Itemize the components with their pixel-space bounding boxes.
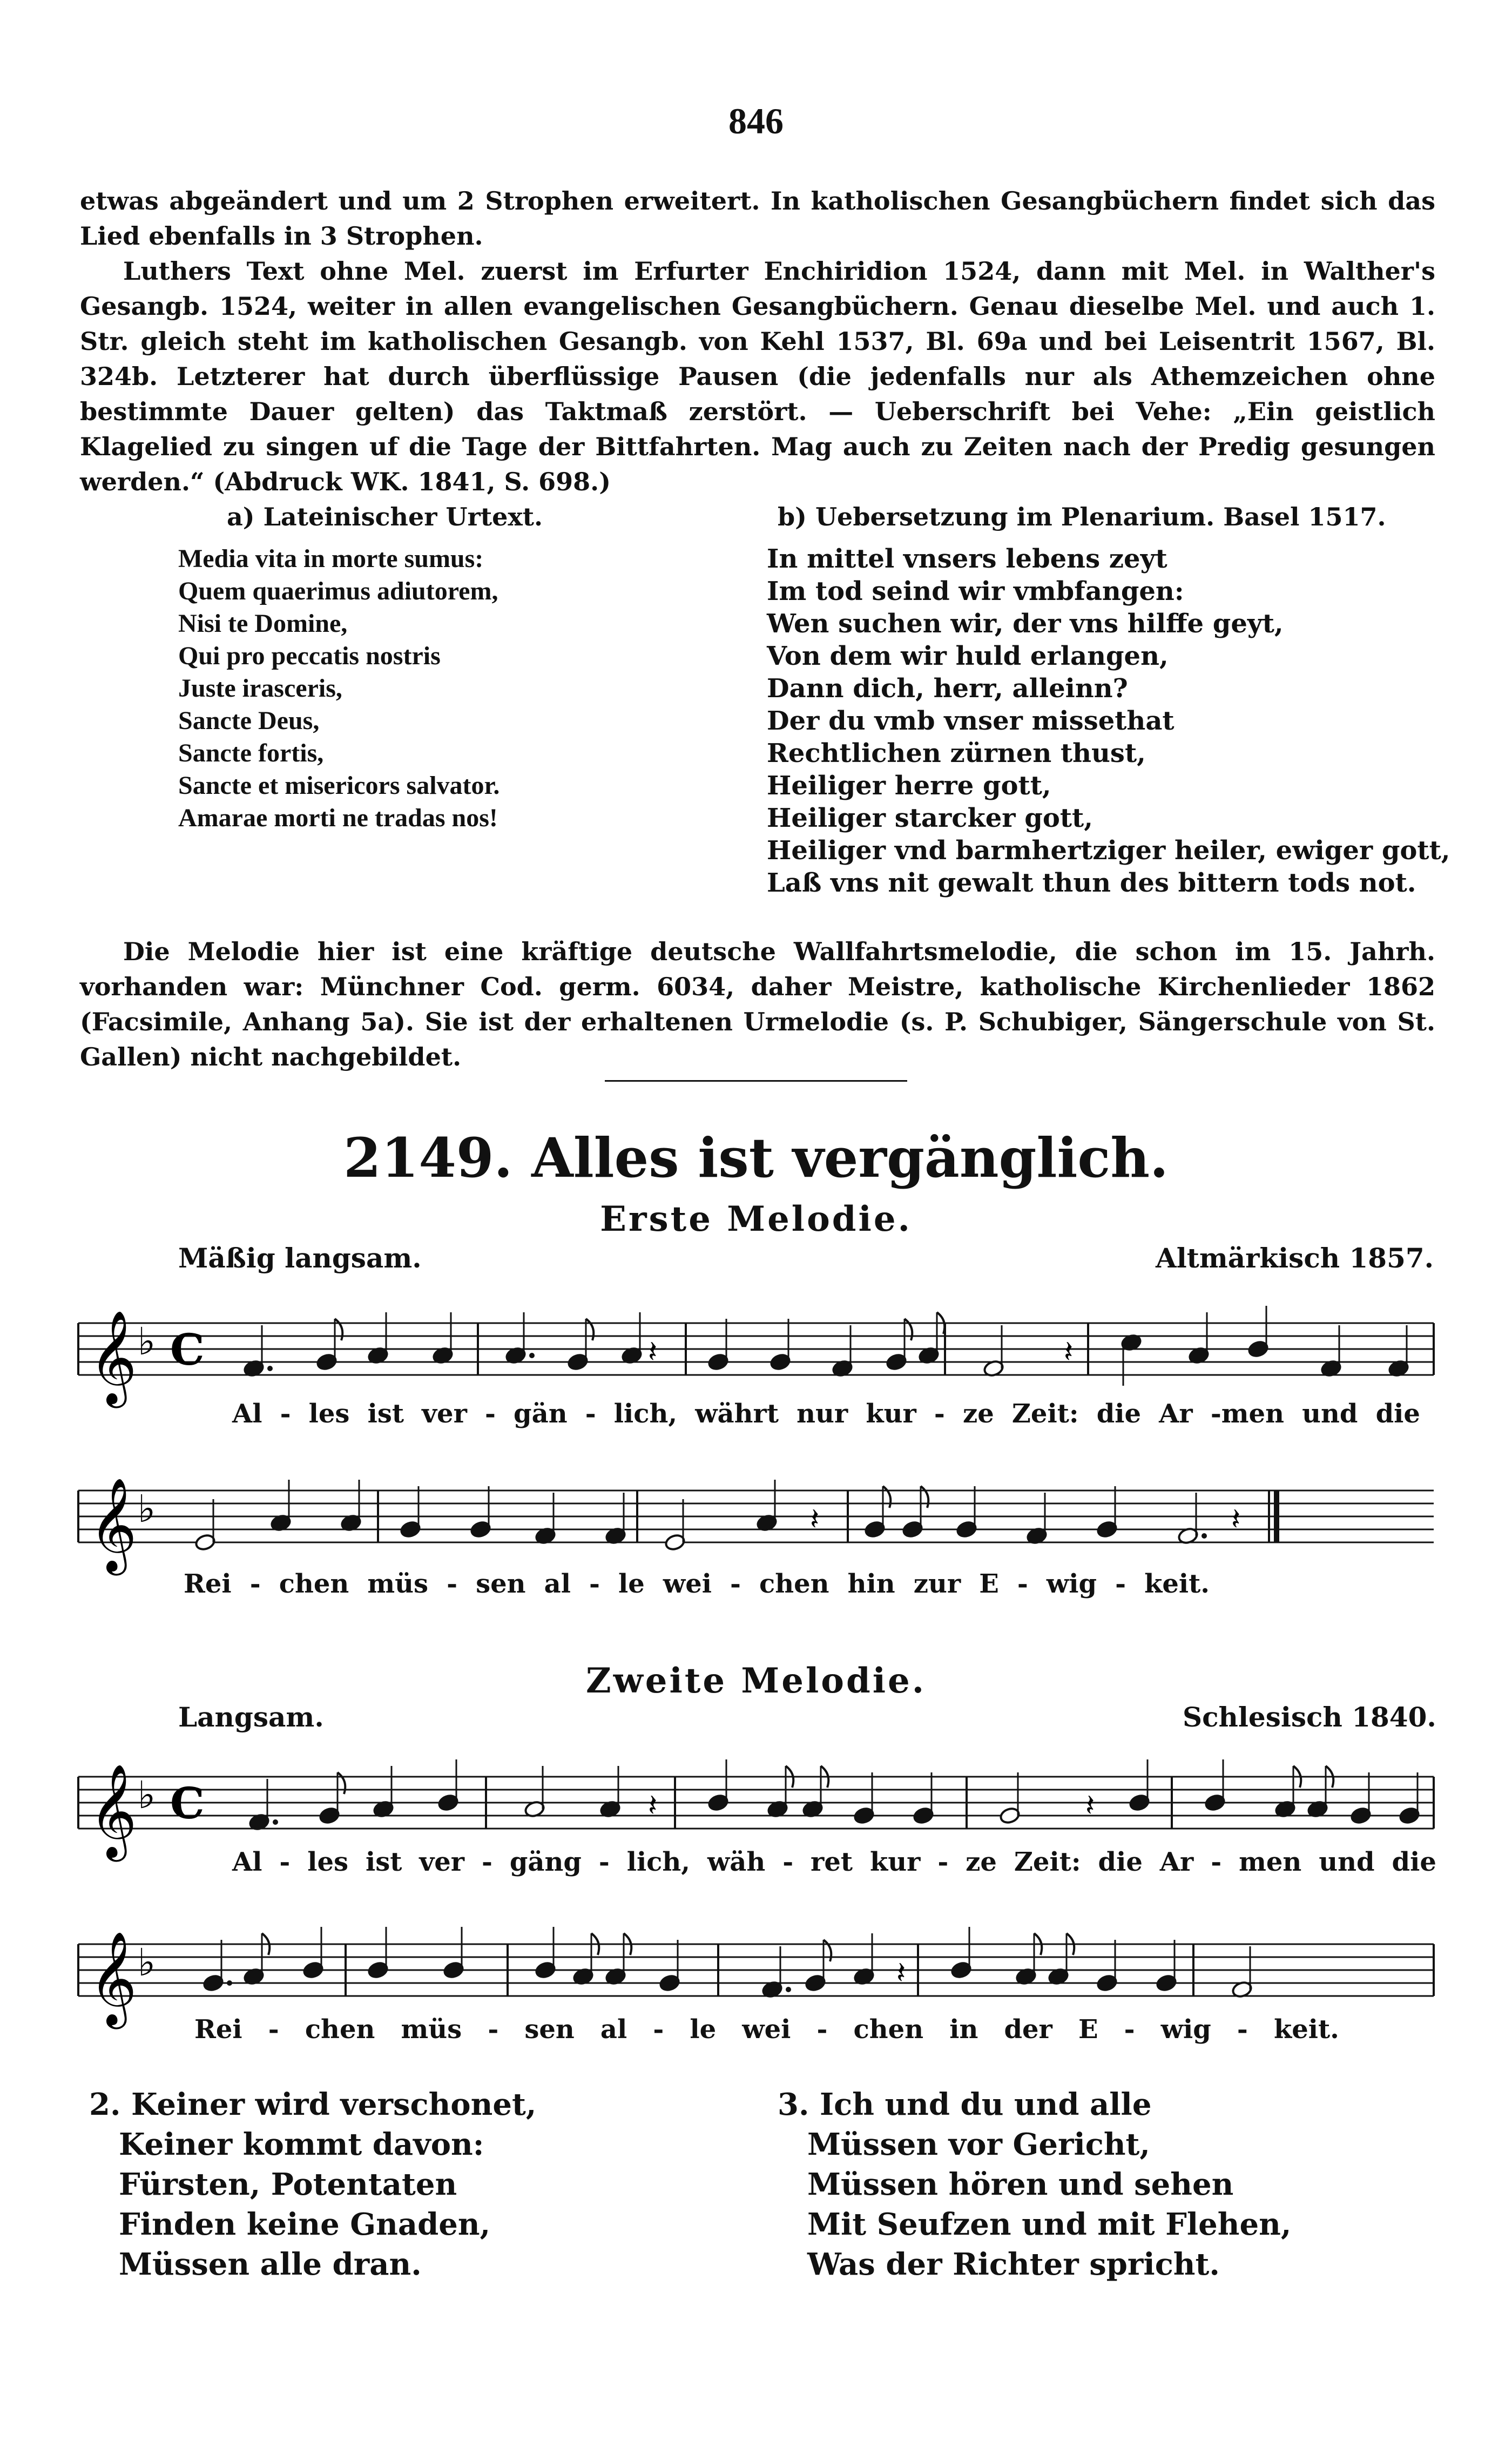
- lyric-syllable: -: [585, 1399, 596, 1429]
- verse-line: Wen suchen wir, der vns hilffe geyt,: [767, 609, 1284, 639]
- stanza-line: Keiner kommt davon:: [119, 2127, 484, 2162]
- lyric-syllable: wei: [742, 2014, 791, 2045]
- lyric-syllable: ist: [365, 1847, 402, 1877]
- lyric-syllable: -: [447, 1569, 458, 1599]
- note-dot: [1202, 1533, 1207, 1539]
- lyric-syllable: zur: [913, 1569, 961, 1599]
- lyric-syllable: der: [1004, 2014, 1052, 2045]
- quarter-rest-icon: 𝄽: [896, 1955, 906, 1991]
- lyric-syllable: gäng: [509, 1847, 582, 1877]
- stanza-line: Mit Seufzen und mit Flehen,: [807, 2207, 1292, 2242]
- melody2-source: Schlesisch 1840.: [1183, 1701, 1436, 1733]
- verse-line: Sancte fortis,: [178, 739, 324, 767]
- verse-line: Von dem wir huld erlangen,: [767, 641, 1169, 671]
- quarter-rest-icon: 𝄽: [648, 1788, 658, 1823]
- flat-icon: ♭: [138, 1940, 156, 1985]
- melody-note: Die Melodie hier ist eine kräftige deutsche Wallfahrtsmelodie, die schon im 15. Jahrh. vorhanden war: Münchner Cod. germ. 6034, daher Meistre, katholische Kirchenlieder 1862 (Facsimile, Anhang 5a). Sie ist der erhaltenen Urmelodie (s. P. Schubiger, Sängerschule von St. Gallen) nicht nachgebildet.: [80, 937, 1435, 1071]
- lyric-syllable: -: [1115, 1569, 1126, 1599]
- page-number: 846: [728, 100, 784, 141]
- lyric-syllable: müs: [367, 1569, 429, 1599]
- lyric-syllable: E: [979, 1569, 999, 1599]
- note-flag: [335, 1319, 342, 1340]
- note-flag: [905, 1319, 912, 1340]
- lyric-syllable: sen: [524, 2014, 575, 2045]
- lyric-syllable: chen: [759, 1569, 829, 1599]
- intro-paragraph: Luthers Text ohne Mel. zuerst im Erfurter Enchiridion 1524, dann mit Mel. in Walther's Gesangb. 1524, weiter in allen evangelischen Gesangbüchern. Genau dieselbe Mel. und auch 1. Str. gleich steht im katholischen Gesangb. von Kehl 1537, Bl. 69a und bei Leisentrit 1567, Bl. 324b. Letzterer hat durch überflüssige Pausen (die jedenfalls nur als Athemzeichen ohne bestimmte Dauer gelten) das Taktmaß zerstört. — Ueberschrift bei Vehe: „Ein geistlich Klagelied zu singen uf die Tage der Bittfahrten. Mag auch zu Zeiten nach der Predig gesungen werden.“ (Abdruck WK. 1841, S. 698.): [80, 257, 1435, 496]
- note-dot: [273, 1819, 278, 1825]
- lyric-syllable: lich,: [626, 1847, 691, 1877]
- lyric-syllable: -: [1211, 1847, 1222, 1877]
- lyric-syllable: le: [618, 1569, 645, 1599]
- note-flag: [586, 1319, 593, 1340]
- verse-line: In mittel vnsers lebens zeyt: [767, 544, 1167, 574]
- lyric-syllable: sen: [476, 1569, 526, 1599]
- note-flag: [338, 1772, 345, 1794]
- lyric-syllable: -: [279, 1847, 291, 1877]
- song-title: 2149. Alles ist vergänglich.: [343, 1126, 1169, 1190]
- note-dot: [267, 1366, 273, 1371]
- lyric-syllable: -: [816, 2014, 828, 2045]
- stanza-line: Müssen alle dran.: [119, 2247, 422, 2282]
- lyric-syllable: kur: [869, 1847, 921, 1877]
- treble-clef-icon: 𝄞: [89, 1310, 137, 1404]
- lyric-syllable: -: [782, 1847, 794, 1877]
- verse-line: Media vita in morte sumus:: [178, 544, 484, 573]
- treble-clef-icon: 𝄞: [89, 1764, 137, 1858]
- lyric-syllable: die: [1375, 1399, 1420, 1429]
- stanza-line: Finden keine Gnaden,: [119, 2207, 491, 2242]
- latin-heading: a) Lateinischer Urtext.: [227, 502, 543, 531]
- lyric-syllable: in: [949, 2014, 978, 2045]
- lyric-syllable: wäh: [707, 1847, 766, 1877]
- lyric-syllable: -: [484, 1399, 496, 1429]
- stanza-line: Was der Richter spricht.: [807, 2247, 1220, 2282]
- lyric-syllable: Zeit:: [1011, 1399, 1079, 1429]
- lyric-syllable: keit.: [1273, 2014, 1339, 2045]
- lyric-syllable: gän: [514, 1399, 568, 1429]
- lyric-syllable: und: [1302, 1399, 1358, 1429]
- note-dot: [227, 1980, 232, 1986]
- verse-line: Sancte et misericors salvator.: [178, 771, 500, 800]
- lyric-syllable: -: [280, 1399, 291, 1429]
- verse-line: Quem quaerimus adiutorem,: [178, 577, 498, 605]
- section-divider: [605, 1080, 907, 1082]
- quarter-rest-icon: 𝄽: [1064, 1334, 1074, 1370]
- flat-icon: ♭: [138, 1487, 156, 1531]
- lyric-syllable: wig: [1046, 1569, 1097, 1599]
- verse-line: Qui pro peccatis nostris: [178, 642, 441, 670]
- quarter-rest-icon: 𝄽: [648, 1334, 658, 1370]
- lyric-syllable: -: [730, 1569, 741, 1599]
- flat-icon: ♭: [138, 1319, 156, 1364]
- lyric-syllable: die: [1098, 1847, 1143, 1877]
- lyric-syllable: ret: [811, 1847, 853, 1877]
- verse-line: Amarae morti ne tradas nos!: [178, 804, 498, 832]
- verse-line: Nisi te Domine,: [178, 609, 348, 638]
- lyric-syllable: -: [589, 1569, 600, 1599]
- lyric-syllable: Al: [232, 1847, 262, 1877]
- treble-clef-icon: 𝄞: [89, 1478, 137, 1572]
- verse-line: Heiliger vnd barmhertziger heiler, ewiger gott,: [767, 835, 1450, 866]
- stanza-line: Fürsten, Potentaten: [119, 2167, 457, 2202]
- lyric-syllable: müs: [401, 2014, 462, 2045]
- melody2-title: Zweite Melodie.: [585, 1661, 927, 1701]
- lyric-syllable: hin: [847, 1569, 895, 1599]
- note-flag: [921, 1486, 928, 1508]
- note-dot: [529, 1353, 535, 1358]
- lyric-syllable: und: [1319, 1847, 1375, 1877]
- melody2-tempo: Langsam.: [178, 1701, 324, 1733]
- common-time-icon: C: [170, 1324, 205, 1375]
- lyric-syllable: chen: [305, 2014, 375, 2045]
- verse-line: Der du vmb vnser missethat: [767, 706, 1174, 736]
- quarter-rest-icon: 𝄽: [810, 1502, 820, 1537]
- lyric-syllable: währt: [695, 1399, 779, 1429]
- lyric-syllable: wig: [1160, 2014, 1211, 2045]
- lyric-syllable: -: [937, 1847, 949, 1877]
- lyric-syllable: -: [1124, 2014, 1135, 2045]
- lyric-syllable: -: [268, 2014, 279, 2045]
- stanza-2: [89, 2085, 536, 2284]
- lyric-syllable: al: [600, 2014, 627, 2045]
- melody1-title: Erste Melodie.: [600, 1199, 912, 1239]
- lyric-syllable: E: [1078, 2014, 1098, 2045]
- quarter-rest-icon: 𝄽: [1085, 1788, 1095, 1823]
- lyric-syllable: les: [308, 1399, 350, 1429]
- lyric-syllable: keit.: [1144, 1569, 1210, 1599]
- lyrics-m2-line2: [194, 2014, 1339, 2045]
- lyric-syllable: die: [1392, 1847, 1436, 1877]
- german-heading: b) Uebersetzung im Plenarium. Basel 1517.: [778, 502, 1386, 531]
- latin-verse: [178, 543, 500, 834]
- lyric-syllable: al: [544, 1569, 571, 1599]
- melody1-source: Altmärkisch 1857.: [1156, 1242, 1434, 1274]
- lyric-syllable: Al: [232, 1399, 262, 1429]
- lyric-syllable: ist: [367, 1399, 404, 1429]
- lyric-syllable: ze: [962, 1399, 994, 1429]
- lyric-syllable: -: [249, 1569, 261, 1599]
- melody1-tempo: Mäßig langsam.: [178, 1242, 422, 1274]
- lyric-syllable: Ar: [1159, 1847, 1194, 1877]
- lyric-syllable: kur: [866, 1399, 916, 1429]
- verse-line: Laß vns nit gewalt thun des bittern tods not.: [767, 868, 1416, 898]
- lyric-syllable: -men: [1210, 1399, 1284, 1429]
- lyric-syllable: men: [1239, 1847, 1302, 1877]
- lyric-syllable: le: [690, 2014, 717, 2045]
- intro-paragraph: etwas abgeändert und um 2 Strophen erweitert. In katholischen Gesangbüchern findet sich das Lied ebenfalls in 3 Strophen.: [80, 186, 1435, 251]
- lyric-syllable: nur: [796, 1399, 848, 1429]
- lyric-syllable: -: [481, 1847, 492, 1877]
- lyric-syllable: ver: [422, 1399, 467, 1429]
- verse-line: Sancte Deus,: [178, 706, 320, 735]
- lyric-syllable: -: [598, 1847, 610, 1877]
- lyric-syllable: -: [1017, 1569, 1028, 1599]
- lyrics-m1-line1: [232, 1399, 1420, 1429]
- lyric-syllable: -: [1237, 2014, 1248, 2045]
- lyric-syllable: Rei: [184, 1569, 232, 1599]
- lyric-syllable: lich,: [613, 1399, 678, 1429]
- quarter-rest-icon: 𝄽: [1231, 1502, 1241, 1537]
- lyric-syllable: ver: [419, 1847, 465, 1877]
- lyric-syllable: ze: [966, 1847, 997, 1877]
- lyric-syllable: die: [1096, 1399, 1142, 1429]
- verse-line: Heiliger herre gott,: [767, 771, 1051, 801]
- lyric-syllable: Rei: [194, 2014, 242, 2045]
- note-flag: [883, 1486, 890, 1508]
- lyric-syllable: -: [488, 2014, 499, 2045]
- note-dot: [786, 1987, 791, 1992]
- verse-line: Rechtlichen zürnen thust,: [767, 738, 1146, 768]
- note-flag: [824, 1940, 831, 1961]
- verse-line: Juste irasceris,: [178, 674, 342, 703]
- verse-line: Dann dich, herr, alleinn?: [767, 673, 1128, 704]
- stanza-line: Müssen hören und sehen: [807, 2167, 1234, 2202]
- lyrics-m1-line2: [184, 1569, 1210, 1599]
- lyric-syllable: chen: [853, 2014, 924, 2045]
- lyric-syllable: Zeit:: [1014, 1847, 1081, 1877]
- lyric-syllable: chen: [279, 1569, 349, 1599]
- german-verse: [767, 543, 1450, 899]
- lyric-syllable: Ar: [1159, 1399, 1193, 1429]
- intro-text: [80, 184, 1435, 500]
- stanza-line: Müssen vor Gericht,: [807, 2127, 1150, 2162]
- flat-icon: ♭: [138, 1773, 156, 1817]
- common-time-icon: C: [170, 1778, 205, 1829]
- lyric-syllable: -: [934, 1399, 945, 1429]
- stanza-3: [778, 2085, 1291, 2284]
- lyric-syllable: wei: [663, 1569, 712, 1599]
- stanza-line: 2. Keiner wird verschonet,: [89, 2087, 537, 2122]
- verse-line: Heiliger starcker gott,: [767, 803, 1093, 833]
- lyric-syllable: -: [653, 2014, 664, 2045]
- treble-clef-icon: 𝄞: [89, 1931, 137, 2025]
- lyric-syllable: les: [307, 1847, 349, 1877]
- stanza-line: 3. Ich und du und alle: [778, 2087, 1152, 2122]
- verse-line: Im tod seind wir vmbfangen:: [767, 576, 1184, 606]
- lyrics-m2-line1: [232, 1847, 1436, 1877]
